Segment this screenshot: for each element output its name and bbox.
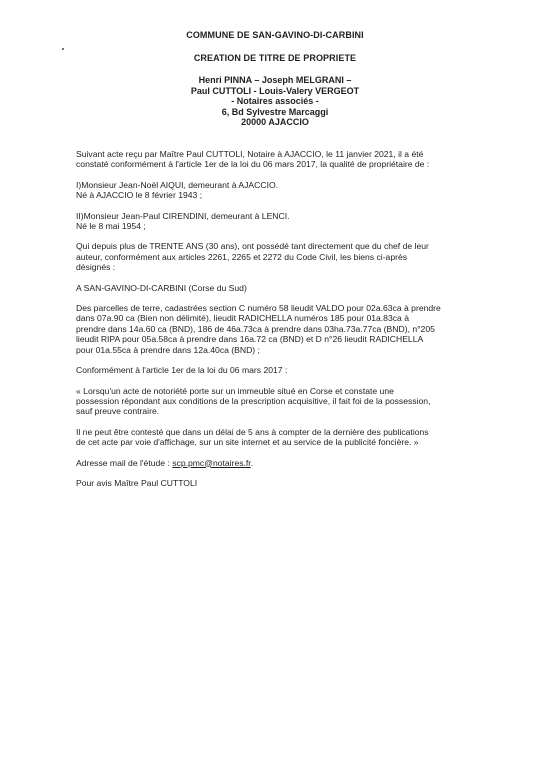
text-line: dans 07a.90 ca (Bien non délimité), lieudit RADICHELLA numéros 185 pour 01a.83ca à [76,313,409,324]
text-line: A SAN-GAVINO-DI-CARBINI (Corse du Sud) [76,282,247,293]
document-title: CREATION DE TITRE DE PROPRIETE [193,53,357,63]
quote-paragraph-1 [76,386,481,417]
text-line: Il ne peut être contesté que dans un délai de 5 ans à compter de la dernière des publications [76,426,429,437]
notaries-line: 20000 AJACCIO [241,117,309,127]
text-line: Suivant acte reçu par Maître Paul CUTTOLI, Notaire à AJACCIO, le 11 janvier 2021, il a été [76,149,424,159]
signature-line: Pour avis Maître Paul CUTTOLI [76,477,198,488]
text-line [76,458,481,468]
text-line: possession répondant aux conditions de la prescription acquisitive, il fait foi de la possession, [76,395,431,406]
possession-paragraph [76,241,481,272]
commune-heading: COMMUNE DE SAN-GAVINO-DI-CARBINI [186,30,364,40]
notaries-line: 6, Bd Sylvestre Marcaggi [221,106,329,117]
text-line: sauf preuve contraire. [76,406,160,417]
text-line: Des parcelles de terre, cadastrées section C numéro 58 lieudit VALDO pour 02a.63ca à prendre [76,303,441,314]
intro-paragraph [76,149,481,170]
text-line: auteur, conformément aux articles 2261, 2265 et 2272 du Code Civil, les biens ci-après [76,251,408,262]
signature-paragraph [76,478,481,488]
text-line: II)Monsieur Jean-Paul CIRENDINI, demeurant à LENCI. [76,210,290,221]
parcels-paragraph [76,303,481,355]
text-line: de cet acte par voie d'affichage, sur un site internet et au service de la publicité foncière. » [76,437,419,448]
text-line: Conformément à l'article 1er de la loi du 06 mars 2017 : [76,365,288,376]
notaries-block [120,75,430,128]
mail-end: . [250,457,254,468]
quote-paragraph-2 [76,427,481,448]
conformity-paragraph [76,365,481,375]
text-line: désignés : [76,262,116,273]
text-line: prendre dans 14a.60 ca (BND), 186 de 46a.73ca à prendre dans 03ha.73a.77ca (BND), n°205 [76,323,435,334]
location-paragraph [76,283,481,293]
scan-speck [62,48,64,50]
text-line: « Lorsqu'un acte de notoriété porte sur un immeuble situé en Corse et constate une [76,385,394,396]
email-link[interactable]: scp.pmc@notaires.fr [172,457,251,468]
text-line: lieudit RIPA pour 05a.58ca à prendre dans 16a.72 ca (BND) et D n°26 lieudit RADICHELLA [76,334,424,345]
mail-label: Adresse mail de l'étude : [76,457,173,468]
notaries-line: Henri PINNA – Joseph MELGRANI – [198,75,352,85]
mail-paragraph [76,458,481,468]
text-line: pour 01a.55ca à prendre dans 12a.40ca (BND) ; [76,344,260,355]
text-line: constaté conformément à l'article 1er de la loi du 06 mars 2017, la qualité de propriétaire de : [76,159,430,170]
text-line: Qui depuis plus de TRENTE ANS (30 ans), ont possédé tant directement que du chef de leur [76,241,429,252]
notaries-line: Paul CUTTOLI - Louis-Valery VERGEOT [190,85,360,96]
owner-1-paragraph [76,180,481,201]
document-body [76,149,481,488]
text-line: Né à AJACCIO le 8 février 1943 ; [76,190,203,201]
owner-2-paragraph [76,211,481,232]
notaries-line: - Notaires associés - [231,96,319,106]
text-line: Né le 8 mai 1954 ; [76,221,146,232]
text-line: I)Monsieur Jean-Noël AIQUI, demeurant à AJACCIO. [76,179,279,190]
